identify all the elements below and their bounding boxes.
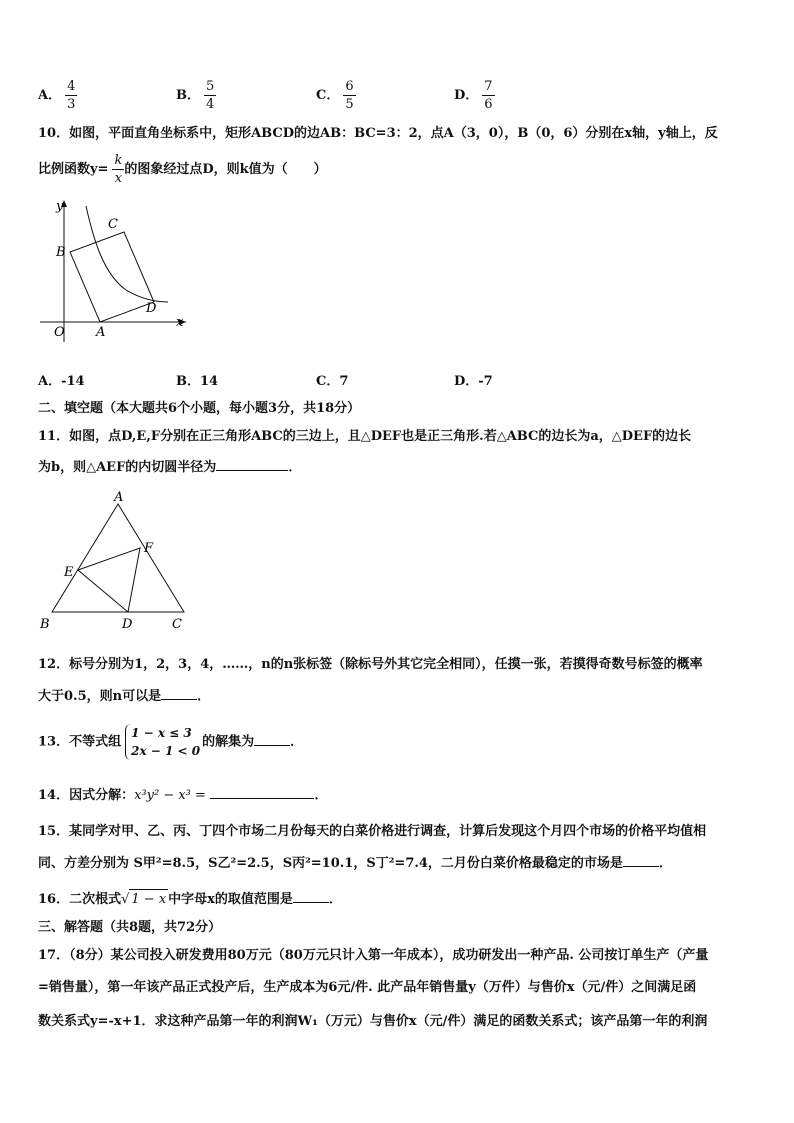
q12-answer-blank[interactable] bbox=[161, 685, 197, 700]
q11-line-1: 11．如图，点D,E,F分别在正三角形ABC的三边上，且△DEF也是正三角形.若△ABC的边长为a，△DEF的边长 bbox=[38, 429, 692, 444]
section-2-heading: 二、填空题（本大题共6个小题，每小题3分，共18分） bbox=[38, 401, 361, 416]
q10-figure bbox=[36, 192, 196, 342]
fraction: $\frac{7}{6}$ bbox=[484, 79, 493, 112]
q11-line-2: 为b，则△AEF的内切圆半径为 ． bbox=[38, 456, 301, 478]
q16-line: 16．二次根式√ 1 − x 中字母x的取值范围是 ． bbox=[38, 888, 342, 910]
hyperbola-curve bbox=[86, 206, 168, 302]
triangle-abc bbox=[52, 504, 184, 612]
svg-text:D: D bbox=[146, 301, 157, 316]
q10-option-a[interactable]: A．-14 bbox=[38, 374, 85, 389]
svg-text:F: F bbox=[144, 541, 154, 556]
q17-line-3: 数关系式y=-x+1．求这种产品第一年的利润W₁（万元）与售价x（元/件）满足的函数关系式；该产品第一年的利润 bbox=[38, 1014, 708, 1029]
q10-line-1: 10．如图，平面直角坐标系中，矩形ABCD的边AB：BC=3：2，点A（3，0），B（0，6）分别在x轴，y轴上，反 bbox=[38, 126, 718, 141]
svg-text:B: B bbox=[56, 245, 66, 260]
svg-text:B: B bbox=[40, 617, 50, 632]
q12-line-1: 12．标号分别为1，2，3，4，……，n的n张标签（除标号外其它完全相同），任摸一张，若摸得奇数号标签的概率 bbox=[38, 657, 703, 672]
section-3-heading: 三、解答题（共8题，共72分） bbox=[38, 920, 222, 935]
svg-text:C: C bbox=[108, 217, 118, 232]
svg-text:E: E bbox=[64, 565, 74, 580]
q15-line-1: 15．某同学对甲、乙、丙、丁四个市场二月份每天的白菜价格进行调查，计算后发现这个月四个市场的价格平均值相 bbox=[38, 824, 707, 839]
q17-line-2: =销售量），第一年该产品正式投产后，生产成本为6元/件. 此产品年销售量y（万件）与售价x（元/件）之间满足函 bbox=[38, 980, 697, 995]
svg-text:A: A bbox=[114, 490, 124, 505]
q11-figure bbox=[38, 488, 198, 634]
q17-line-1: 17．（8分）某公司投入研发费用80万元（80万元只计入第一年成本），成功研发出一种产品. 公司按订单生产（产量 bbox=[38, 948, 709, 963]
svg-text:O: O bbox=[54, 325, 65, 340]
q14-line: 14．因式分解：x³y² − x³ = ． bbox=[38, 784, 327, 806]
fraction: $\frac{4}{3}$ bbox=[67, 79, 76, 112]
fraction: $\frac{5}{4}$ bbox=[206, 79, 215, 112]
q15-answer-blank[interactable] bbox=[623, 852, 659, 867]
triangle-def bbox=[78, 548, 140, 612]
svg-text:x: x bbox=[176, 315, 184, 330]
rectangle-abcd bbox=[70, 232, 154, 322]
svg-text:y: y bbox=[56, 199, 64, 214]
q9-option-c[interactable]: C． $\frac{6}{5}$ bbox=[316, 79, 354, 112]
q9-option-a[interactable]: A． $\frac{4}{3}$ bbox=[38, 79, 76, 112]
svg-text:D: D bbox=[122, 617, 133, 632]
q10-option-d[interactable]: D．-7 bbox=[454, 374, 493, 389]
q14-answer-blank[interactable] bbox=[210, 784, 314, 799]
q9-option-b[interactable]: B． $\frac{5}{4}$ bbox=[176, 79, 215, 112]
svg-text:A: A bbox=[96, 325, 106, 340]
q12-line-2: 大于0.5，则n可以是 ． bbox=[38, 685, 210, 707]
q13-line: 13．不等式组 1 − x ≤ 3 2x − 1 < 0 的解集为 ． bbox=[38, 726, 304, 758]
q13-answer-blank[interactable] bbox=[254, 731, 290, 746]
q15-line-2: 同、方差分别为 S甲²=8.5，S乙²=2.5，S丙²=10.1，S丁²=7.4，二月份白菜价格最稳定的市场是 ． bbox=[38, 852, 672, 874]
fraction-k-over-x: $\frac{k}{x}$ bbox=[114, 153, 123, 186]
q9-option-d[interactable]: D． $\frac{7}{6}$ bbox=[454, 79, 493, 112]
fraction: $\frac{6}{5}$ bbox=[345, 79, 354, 112]
q11-answer-blank[interactable] bbox=[216, 456, 288, 471]
svg-text:C: C bbox=[172, 617, 182, 632]
q16-answer-blank[interactable] bbox=[293, 888, 329, 903]
q10-option-b[interactable]: B．14 bbox=[176, 374, 219, 389]
q10-line-2: 比例函数y= $\frac{k}{x}$ 的图象经过点D，则k值为（ ） bbox=[38, 153, 327, 186]
inequality-system: 1 − x ≤ 3 2x − 1 < 0 bbox=[125, 724, 200, 760]
q10-option-c[interactable]: C．7 bbox=[316, 374, 349, 389]
